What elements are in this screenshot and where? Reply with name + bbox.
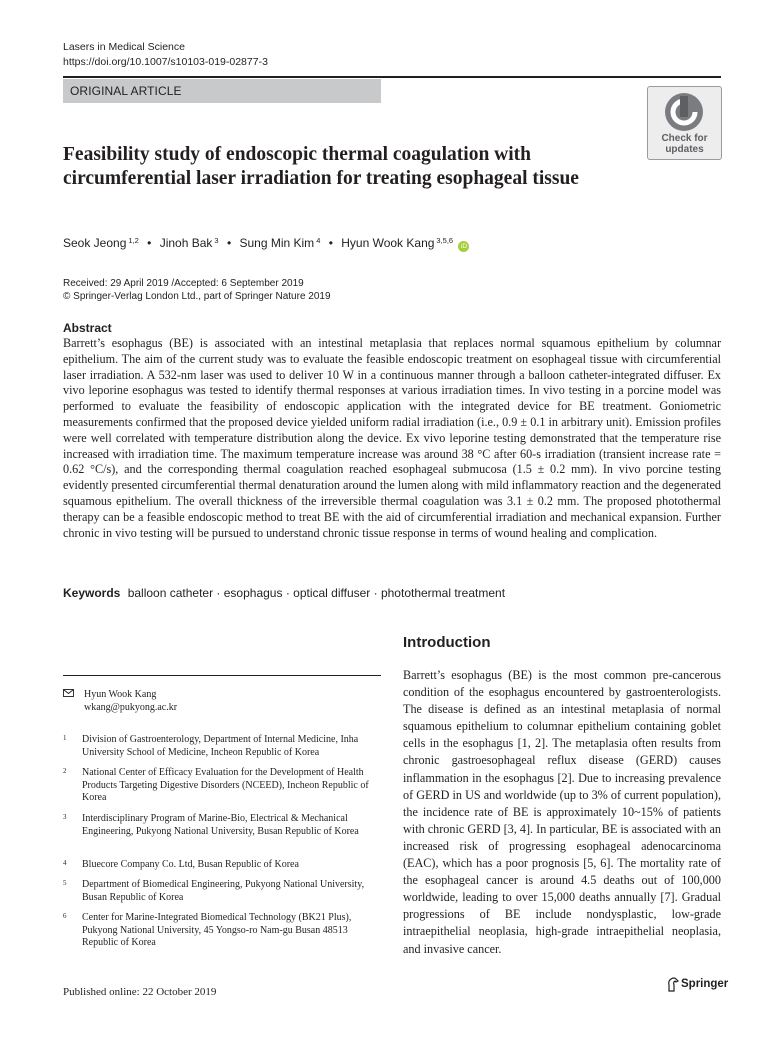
mail-icon (63, 689, 74, 697)
affiliation-number: 2 (63, 767, 67, 775)
affiliation-text: Center for Marine-Integrated Biomedical Technology (BK21 Plus), Pukyong National University, 45 Yongso-ro Nam-gu Busan 48513 Republic of Korea (82, 912, 352, 949)
affiliation-text: Division of Gastroenterology, Department of Internal Medicine, Inha University School of Medicine, Incheon Republic of Korea (82, 734, 359, 758)
introduction-body: Barrett’s esophagus (BE) is the most common pre-cancerous condition of the esophagus encountered by gastroenterologists. The disease is defined as an intestinal metaplasia of normal squamous epithelium to columnar epithelium containing goblet cells in the esophagus [1, 2]. The metaplasia often results from chronic gastroesophageal reflux disease (GERD) causes inflammation in the esophagus [2]. Due to increasing prevalence of GERD in US and worldwide (up to 3% of current population), the incidence rate of BE is approximately 10~15% of patients with chronic GERD [3, 4]. In particular, BE is associated with an increased risk of progressing esophageal adenocarcinoma (EAC), which has a poor prognosis [5, 6]. The mortality rate of the esophageal cancer is around 4.5 deaths out of 100,000 worldwide, leading to over 15,000 deaths annually [7]. Gradual progressions of BE include nondysplastic, low-grade intraepithelial neoplasia, high-grade intraepithelial neoplasia, and invasive cancer. (403, 668, 721, 956)
affiliation-text: Interdisciplinary Program of Marine-Bio, Electrical & Mechanical Engineering, Pukyong National University, Busan Republic of Korea (82, 813, 359, 837)
author-separator: • (147, 236, 152, 250)
springer-horse-icon (666, 977, 679, 992)
check-for-updates-badge[interactable] (647, 86, 722, 160)
affiliation-text: National Center of Efficacy Evaluation for the Development of Health Products Targeting Digestive Disorders (NCEED), Incheon Republic of Korea (82, 767, 369, 804)
orcid-icon[interactable]: iD (458, 241, 469, 252)
affiliation-text: Department of Biomedical Engineering, Pukyong National University, Busan Republic of Korea (82, 879, 365, 903)
copyright-line: © Springer-Verlag London Ltd., part of Springer Nature 2019 (63, 291, 331, 302)
introduction-heading: Introduction (403, 634, 491, 651)
affiliation-number: 3 (63, 813, 67, 821)
author-list (63, 236, 469, 252)
affiliation-number: 4 (63, 859, 67, 867)
check-updates-line1: Check for (661, 133, 708, 144)
affiliation-number: 5 (63, 879, 67, 887)
author-affiliation-ref: 3 (214, 236, 219, 245)
springer-wordmark: Springer (681, 978, 729, 990)
affiliation-number: 1 (63, 734, 67, 742)
received-accepted-dates: Received: 29 April 2019 /Accepted: 6 September 2019 (63, 278, 304, 289)
article-title: Feasibility study of endoscopic thermal coagulation with circumferential laser irradiation for treating esophageal tissue (63, 144, 579, 189)
author-separator: • (226, 236, 232, 250)
affiliation-number: 6 (63, 912, 67, 920)
springer-logo (666, 977, 729, 993)
corresponding-author-email[interactable]: wkang@pukyong.ac.kr (84, 702, 178, 713)
affiliation-text: Bluecore Company Co. Ltd, Busan Republic of Korea (82, 859, 299, 870)
corresponding-author-name: Hyun Wook Kang (84, 689, 157, 700)
author-name[interactable]: Jinoh Bak (159, 236, 213, 250)
crossmark-icon (663, 91, 705, 133)
abstract-heading: Abstract (63, 321, 112, 335)
author-affiliation-ref: 3,5,6 (436, 236, 454, 245)
author-name[interactable]: Sung Min Kim (239, 236, 315, 250)
published-online-date: Published online: 22 October 2019 (63, 986, 217, 998)
author-name[interactable]: Seok Jeong (63, 236, 127, 250)
author-affiliation-ref: 4 (316, 236, 321, 245)
author-name[interactable]: Hyun Wook Kang (341, 236, 435, 250)
article-type-label: ORIGINAL ARTICLE (70, 84, 182, 98)
doi-link[interactable]: https://doi.org/10.1007/s10103-019-02877-3 (63, 56, 268, 68)
abstract-body: Barrett’s esophagus (BE) is associated with an intestinal metaplasia that replaces normal squamous epithelium by columnar epithelium. The aim of the current study was to evaluate the feasible endoscopic treatment on esophageal tissue with circumferential laser irradiation. A 532-nm laser was used to deliver 10 W in a continuous manner through a balloon catheter-integrated diffuser. Ex vivo leporine esophagus was tested to identify thermal responses at various irradiation times. In vivo testing in a porcine model was performed to evaluate the feasibility of endoscopic application with the integrated device for BE treatment. Goniometric measurements confirmed that the proposed device yielded uniform radial irradiation (i.e., 0.9 ± 0.1 in arbitrary unit). Emission profiles were well correlated with temperature distribution along the device. Ex vivo leporine testing demonstrated that the temperature rise increased with irradiation time. The maximum temperature increase was around 38 °C after 60-s irradiation (transient increase rate = 0.62 °C/s), and the corresponding thermal coagulation reached esophageal submucosa (1.5 ± 0.2 mm). In vivo porcine testing evidently presented circumferential thermal denaturation around the lumen along with mild inflammatory reaction and the degenerated squamous epithelium. The overall thickness of the irreversible thermal coagulation was 3.1 ± 0.2 mm. The proposed photothermal therapy can be a feasible endoscopic method to treat BE with the aid of circumferential irradiation and mechanical expansion. Further chronic in vivo testing will be pursued to understand chronic tissue response in terms of wound healing and complication. (63, 336, 721, 540)
author-separator: • (328, 236, 333, 250)
author-affiliation-ref: 1,2 (128, 236, 139, 245)
keywords-label: Keywords (63, 586, 121, 600)
journal-name: Lasers in Medical Science (63, 41, 185, 53)
footnote-rule (63, 675, 381, 676)
keywords-line (63, 586, 505, 600)
keywords-list: balloon catheter · esophagus · optical diffuser · photothermal treatment (127, 586, 506, 600)
check-updates-line2: updates (665, 144, 704, 155)
header-rule (63, 76, 721, 78)
